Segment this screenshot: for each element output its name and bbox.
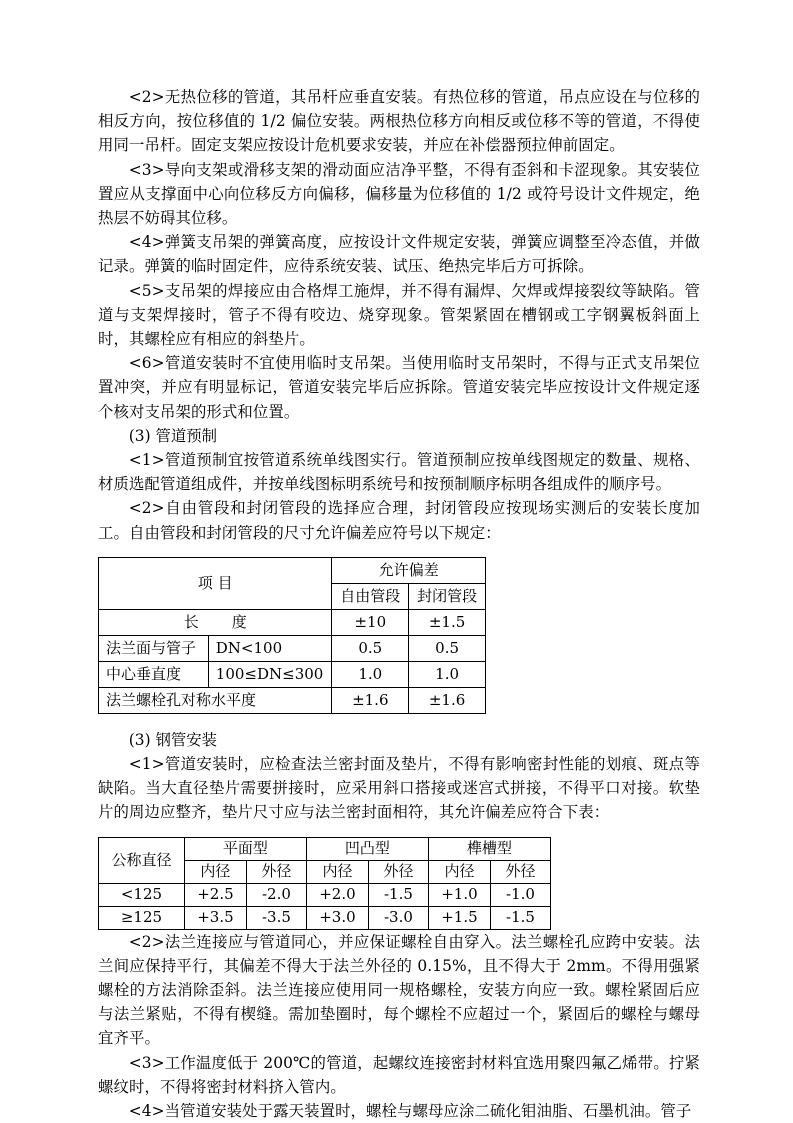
cell-length-label: 长 度: [99, 609, 332, 635]
th-mortise-outer: 外径: [490, 860, 550, 883]
th-allowable-deviation: 允许偏差: [332, 557, 486, 583]
cell-ge125-mortise-outer: -1.5: [490, 906, 550, 929]
cell-ge125-mortise-inner: +1.5: [428, 906, 490, 929]
cell-length-closed: ±1.5: [409, 609, 486, 635]
cell-dn-lt-100-closed: 0.5: [409, 635, 486, 661]
table-row: [99, 557, 486, 583]
cell-dn-ge125: ≥125: [99, 906, 185, 929]
paragraph-item-3: <3>导向支架或滑移支架的滑动面应洁净平整，不得有歪斜和卡涩现象。其安装位置应从支撑面中心向位移反方向偏移，偏移量为位移值的 1/2 或符号设计文件规定，绝热层不妨碍其位移。: [98, 160, 700, 228]
table-row: [99, 883, 551, 906]
cell-lt125-mortise-outer: -1.0: [490, 883, 550, 906]
th-mortise-inner: 内径: [428, 860, 490, 883]
cell-flange-face-label: 法兰面与管子: [99, 635, 209, 661]
cell-lt125-mortise-inner: +1.0: [428, 883, 490, 906]
table-row: [99, 687, 486, 713]
th-flat-inner: 内径: [184, 860, 246, 883]
cell-dn-100-300-closed: 1.0: [409, 661, 486, 687]
cell-bolt-hole-label: 法兰螺栓孔对称水平度: [99, 687, 332, 713]
cell-lt125-flat-outer: -2.0: [246, 883, 306, 906]
section-heading-pipe-prefab: (3) 管道预制: [128, 426, 218, 445]
cell-dn-100-300-free: 1.0: [332, 661, 409, 687]
paragraph-item-6: <6>管道安装时不宜使用临时支吊架。当使用临时支吊架时，不得与正式支吊架位置冲突，并应有明显标记，管道安装完毕后应拆除。管道安装完毕应按设计文件规定逐个核对支吊架的形式和位置。: [98, 354, 700, 421]
cell-length-free: ±10: [332, 609, 409, 635]
cell-ge125-flat-inner: +3.5: [184, 906, 246, 929]
th-flat-type: 平面型: [184, 837, 306, 860]
paragraph-item-2: <2>无热位移的管道，其吊杆应垂直安装。有热位移的管道，吊点应设在与位移的相反方向，按位移值的 1/2 偏位安装。两根热位移方向相反或位移不等的管道，不得使用同一吊杆。固定支架应按设计危机要求安装，并应在补偿器预拉伸前固定。: [98, 88, 700, 155]
cell-ge125-flat-outer: -3.5: [246, 906, 306, 929]
cell-dn-lt125: <125: [99, 883, 185, 906]
th-mortise-type: 榫槽型: [428, 837, 550, 860]
table-row: [99, 635, 486, 661]
cell-lt125-tg-inner: +2.0: [306, 883, 368, 906]
cell-center-perp-label: 中心垂直度: [99, 661, 209, 687]
cell-ge125-tg-outer: -3.0: [368, 906, 428, 929]
paragraph-item-5: <5>支吊架的焊接应由合格焊工施焊，并不得有漏焊、欠焊或焊接裂纹等缺陷。管道与支架焊接时，管子不得有咬边、烧穿现象。管架紧固在槽钢或工字钢翼板斜面上时，其螺栓应有相应的斜垫片。: [98, 281, 700, 349]
paragraph-steel-4: <4>当管道安装处于露天装置时，螺栓与螺母应涂二硫化钼油脂、石墨机油。管子: [128, 1102, 692, 1121]
section-heading-steel-pipe: (3) 钢管安装: [128, 730, 218, 749]
th-tg-inner: 内径: [306, 860, 368, 883]
paragraph-steel-1: <1>管道安装时，应检查法兰密封面及垫片，不得有影响密封性能的划痕、斑点等缺陷。当大直径垫片需要拼接时，应采用斜口搭接或迷宫式拼接，不得平口对接。软垫片的周边应整齐，垫片尺寸应与法兰密封面相符，其允许偏差应符合下表：: [98, 755, 700, 822]
table-row: [99, 661, 486, 687]
paragraph-steel-3: <3>工作温度低于 200℃的管道，起螺纹连接密封材料宜选用聚四氟乙烯带。拧紧螺纹时，不得将密封材料挤入管内。: [98, 1053, 700, 1096]
cell-dn-100-300: 100≤DN≤300: [208, 661, 332, 687]
th-flat-outer: 外径: [246, 860, 306, 883]
cell-lt125-tg-outer: -1.5: [368, 883, 428, 906]
th-closed-segment: 封闭管段: [409, 583, 486, 609]
table-row: [99, 837, 551, 860]
cell-dn-lt-100-free: 0.5: [332, 635, 409, 661]
th-free-segment: 自由管段: [332, 583, 409, 609]
paragraph-steel-2: <2>法兰连接应与管道同心，并应保证螺栓自由穿入。法兰螺栓孔应跨中安装。法兰间应保持平行，其偏差不得大于法兰外径的 0.15%，且不得大于 2mm。不得用强紧螺栓的方法消除歪斜。法兰连接应使用同一规格螺栓，安装方向应一致。螺栓紧固后应与法兰紧贴，不得有楔缝。需加垫圈时，每个螺栓不应超过一个，紧固后的螺栓与螺母宜齐平。: [98, 932, 700, 1048]
th-tongue-groove-type: 凹凸型: [306, 837, 428, 860]
tolerance-table-wrapper: [98, 545, 700, 714]
table-row: [99, 906, 551, 929]
th-item: 项 目: [99, 557, 332, 609]
cell-bolt-hole-closed: ±1.6: [409, 687, 486, 713]
th-tg-outer: 外径: [368, 860, 428, 883]
table-row: [99, 609, 486, 635]
paragraph-item-4: <4>弹簧支吊架的弹簧高度，应按设计文件规定安装，弹簧应调整至冷态值，并做记录。弹簧的临时固定件，应待系统安装、试压、绝热完毕后方可拆除。: [98, 233, 700, 276]
cell-ge125-tg-inner: +3.0: [306, 906, 368, 929]
gasket-table-wrapper: [98, 825, 700, 930]
th-nominal-diameter: 公称直径: [99, 837, 185, 883]
cell-bolt-hole-free: ±1.6: [332, 687, 409, 713]
tolerance-table: [98, 557, 486, 714]
gasket-tolerance-table: [98, 837, 551, 930]
paragraph-prefab-1: <1>管道预制宜按管道系统单线图实行。管道预制应按单线图规定的数量、规格、材质选配管道组成件，并按单线图标明系统号和按预制顺序标明各组成件的顺序号。: [98, 451, 700, 494]
cell-dn-lt-100: DN<100: [208, 635, 332, 661]
cell-lt125-flat-inner: +2.5: [184, 883, 246, 906]
paragraph-prefab-2: <2>自由管段和封闭管段的选择应合理，封闭管段应按现场实测后的安装长度加工。自由管段和封闭管段的尺寸允许偏差应符号以下规定：: [98, 499, 700, 542]
spacer: [98, 714, 700, 728]
